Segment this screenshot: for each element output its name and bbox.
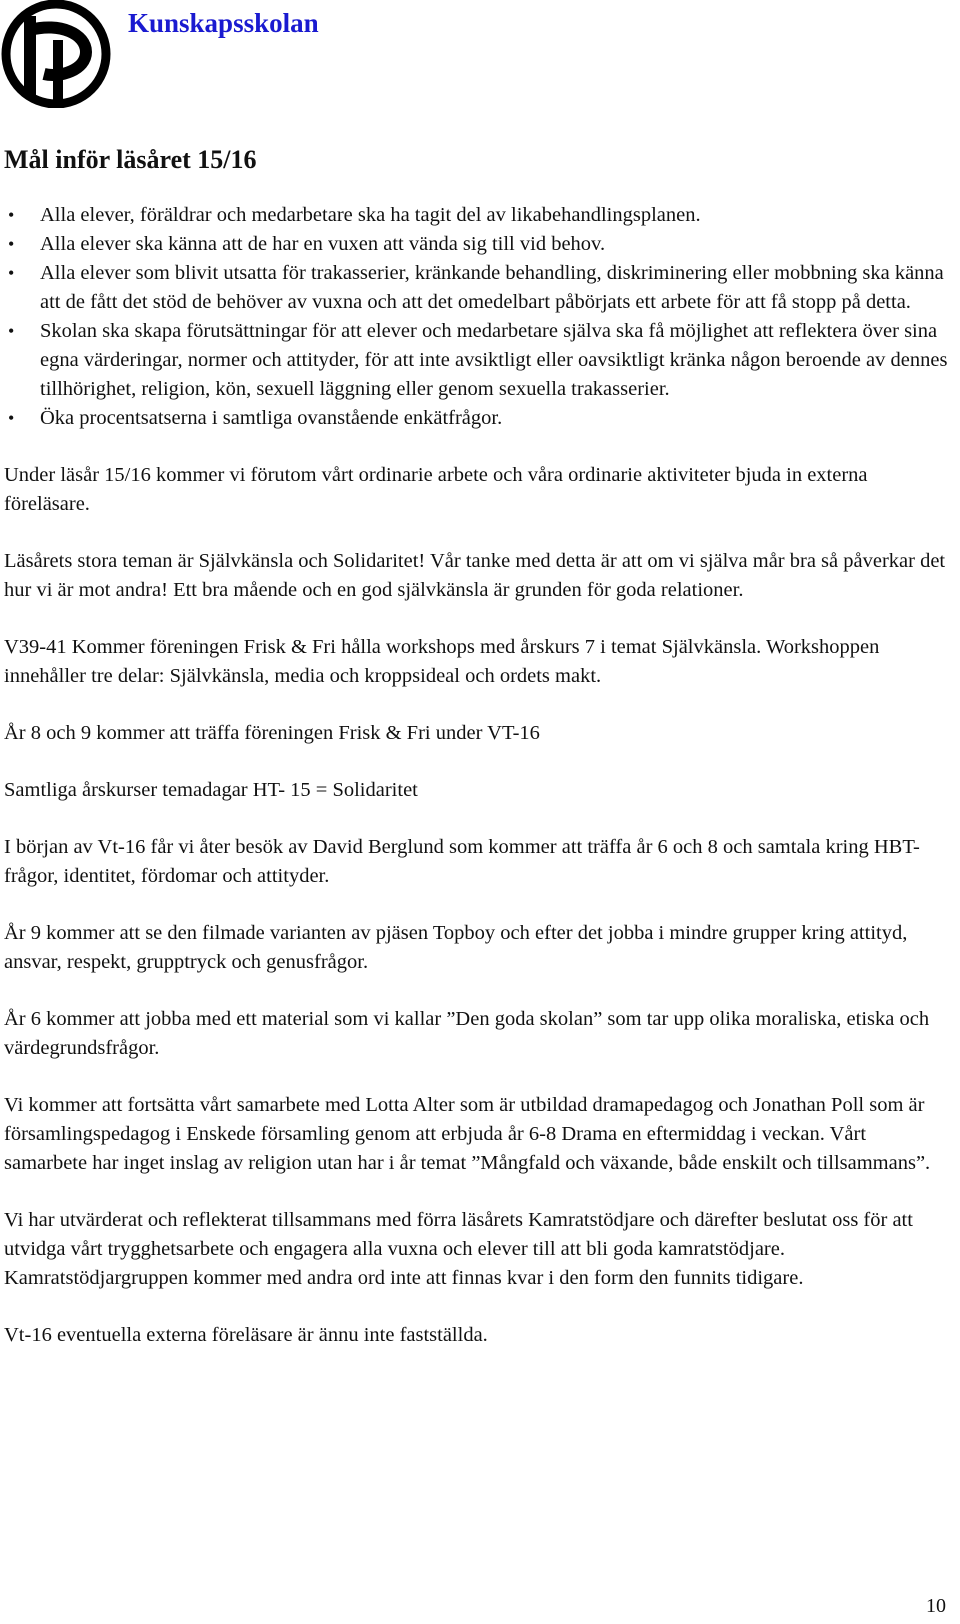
paragraph-vt16-lecturers: Vt-16 eventuella externa föreläsare är ännu inte fastställda. xyxy=(4,1324,488,1346)
paragraph-lecturers: Under läsår 15/16 kommer vi förutom vårt ordinarie arbete och våra ordinarie aktiviteter bjuda in externa föreläsare. xyxy=(4,464,868,515)
paragraph-drama: Vi kommer att fortsätta vårt samarbete med Lotta Alter som är utbildad dramapedagog och Jonathan Poll som är församlingspedagog i Enskede församling genom att erbjuda år 6-8 Drama en eftermiddag i veckan. Vårt samarbete har inget inslag av religion utan har i år temat ”Mångfald och växande, både enskilt och tillsammans”. xyxy=(4,1094,931,1174)
paragraph-workshops: V39-41 Kommer föreningen Frisk & Fri hålla workshops med årskurs 7 i temat Självkänsla. Workshoppen innehåller tre delar: Självkänsla, media och kroppsideal och ordets makt. xyxy=(4,636,880,687)
paragraph-year-8-9: År 8 och 9 kommer att träffa föreningen Frisk & Fri under VT-16 xyxy=(4,722,540,744)
page-header xyxy=(0,0,960,110)
paragraph-david-berglund: I början av Vt-16 får vi åter besök av David Berglund som kommer att träffa år 6 och 8 och samtala kring HBT-frågor, identitet, fördomar och attityder. xyxy=(4,836,920,887)
brand-name: Kunskapsskolan xyxy=(128,8,319,38)
paragraph-themes: Läsårets stora teman är Självkänsla och Solidaritet! Vår tanke med detta är att om vi själva mår bra så påverkar det hur vi är mot andra! Ett bra mående och en god självkänsla är grunden för goda relationer. xyxy=(4,550,946,601)
document-body xyxy=(4,145,949,1378)
school-logo-icon xyxy=(0,0,120,108)
paragraph-year-9: År 9 kommer att se den filmade varianten av pjäsen Topboy och efter det jobba i mindre grupper kring attityd, ansvar, respekt, grupptryck och genusfrågor. xyxy=(4,922,908,973)
list-item: • Alla elever som blivit utsatta för trakasserier, kränkande behandling, diskriminering eller mobbning ska känna att de fått det stöd de behöver av vuxna och att det omedelbart påbörjats ett arbete för att få stopp på detta. xyxy=(40,259,949,317)
paragraph-peer-support: Vi har utvärderat och reflekterat tillsammans med förra läsårets Kamratstödjare och därefter beslutat oss för att utvidga vårt trygghetsarbete och engagera alla vuxna och elever till att bli goda kamratstödjare. Kamratstödjargruppen kommer med andra ord inte att finnas kvar i den form den funnits tidigare. xyxy=(4,1209,913,1289)
list-item: • Skolan ska skapa förutsättningar för att elever och medarbetare själva ska få möjlighet att reflektera över sina egna värderingar, normer och attityder, för att inte avsiktligt eller oavsiktligt kränka någon beroende av dennes tillhörighet, religion, kön, sexuell läggning eller genom sexuella trakasserier. xyxy=(40,317,949,404)
paragraph-theme-days: Samtliga årskurser temadagar HT- 15 = Solidaritet xyxy=(4,779,418,801)
page-title: Mål inför läsåret 15/16 xyxy=(4,145,257,174)
list-item: • Alla elever, föräldrar och medarbetare ska ha tagit del av likabehandlingsplanen. xyxy=(40,201,949,230)
list-item: • Öka procentsatserna i samtliga ovanstående enkätfrågor. xyxy=(40,404,949,433)
page-number: 10 xyxy=(926,1595,946,1617)
paragraph-year-6: År 6 kommer att jobba med ett material som vi kallar ”Den goda skolan” som tar upp olika moraliska, etiska och värdegrundsfrågor. xyxy=(4,1008,930,1059)
goals-list xyxy=(4,201,949,433)
list-item: • Alla elever ska känna att de har en vuxen att vända sig till vid behov. xyxy=(40,230,949,259)
